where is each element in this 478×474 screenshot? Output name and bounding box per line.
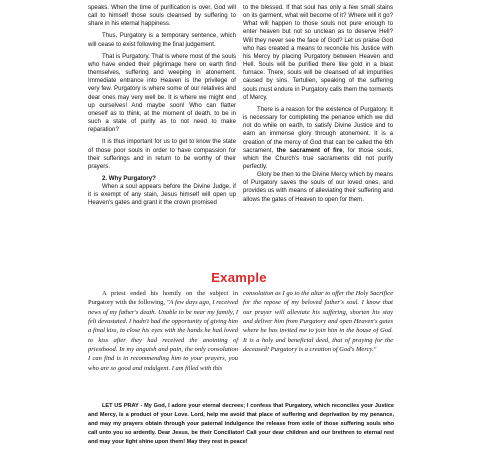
paragraph — [243, 106, 393, 171]
paragraph: That is Purgatory. That is where most of the souls who have ended their pilgrimage here on earth find themselves, suffering and weeping in atonement. Immediate entrance into Heaven is the privilege of very few. Purgatory is where some of our relatives and dear ones may very well be. It is where we might end up ourselves! And maybe soon! Who can flatter oneself as to think, at the moment of death, to be in such a state of purity as to not need to make reparation? — [88, 52, 236, 134]
example-quote: consolation as I go to the altar to offer the Holy Sacrifice for the repose of my beloved father's soul. I know that our prayer will alleviate his suffering, shorten his stay and deliver him from Purgatory and open Heaven's gates where he has invited me to join him in the house of God. It is a holy and beneficial deed, that of praying for the deceased! Purgatory is a creation of God's Mercy." — [243, 290, 393, 354]
left-text-column — [88, 4, 236, 208]
example-quote: "A few days ago, I received news of my father's death. Unable to be near my family, I felt devastated. I hadn't had the opportunity of giving him a final kiss, to close his eyes with the hands he had loved to kiss after they had received the anointing of priesthood. In my anguish and pain, the only consolation I can find is in recommending him to your prayers, you who are so good and indulgent. I am filled with this — [88, 299, 238, 372]
paragraph: It is thus important for us to get to know the state of those poor souls in order to have compassion for their sufferings and in return to be worthy of their prayers. — [88, 138, 236, 170]
example-paragraph — [88, 289, 238, 373]
example-paragraph — [243, 289, 393, 354]
right-text-column — [243, 4, 393, 204]
paragraph: Glory be then to the Divine Mercy which by means of Purgatory saves the souls of our loved ones, and provides us with means of alleviating their suffering and allows the gates of Heaven to open for them. — [243, 171, 393, 203]
paragraph: When a soul appears before the Divine Judge, if it is exempt of any stain, Jesus himself will open up Heaven's gates and grant it the crown promised — [88, 183, 236, 207]
example-intro: A priest ended his homily on the subject in Purgatory with the following, — [88, 290, 238, 307]
emphasized-phrase: the sacrament of fire — [276, 146, 343, 154]
example-heading: Example — [211, 270, 267, 285]
paragraph: Thus, Purgatory is a temporary sentence, which will cease to exist following the final judgement. — [88, 32, 236, 48]
paragraph-text: , for those souls, which the Church's true sacraments did not purify perfectly. — [243, 146, 393, 170]
paragraph: to the blessed. If that soul has only a few small stains on its garment, what will become of it? Where will it go? What will happen to those souls not pure enough to enter heaven but not so unclean as to deserve Hell? Will they never see the face of God? Let us praise God who has created a means to reconcile his Justice with his Mercy by placing Purgatory between Heaven and Hell. Souls will be purified there like gold in a blast furnace. There, souls will be cleansed of all impurities caused by sins. Tertulien, speaking of the suffering souls must endure in Purgatory calls them the torments of Mercy. — [243, 4, 393, 101]
paragraph: speaks. When the time of purification is over, God will call to himself those souls cleansed by suffering to share in his eternal happiness. — [88, 4, 236, 28]
section-heading: 2. Why Purgatory? — [102, 174, 156, 182]
example-left-column — [88, 289, 238, 373]
example-right-column — [243, 289, 393, 354]
closing-prayer: LET US PRAY - My God, I adore your eternal decrees; I confess that Purgatory, which reconciles your Justice and Mercy, is a product of your Love. Lord, help me avoid that place of suffering and deprivation by my penance, and may my prayers obtain through your paternal indulgence the release from exile of those suffering souls who call unto you so ardently. Dear Jesus, be their Conciliator! Call your dear children and our brethren to eternal rest and may your light shine upon them! May they rest in peace! — [88, 403, 394, 445]
paragraph-text: There is a reason for the existence of Purgatory. It is necessary for completing the penance which we did not do while on earth, to satisfy Divine Justice and to earn an immense glory through atonement. It is a creation of the mercy of God that can be called the 6th sacrament, — [243, 105, 393, 154]
